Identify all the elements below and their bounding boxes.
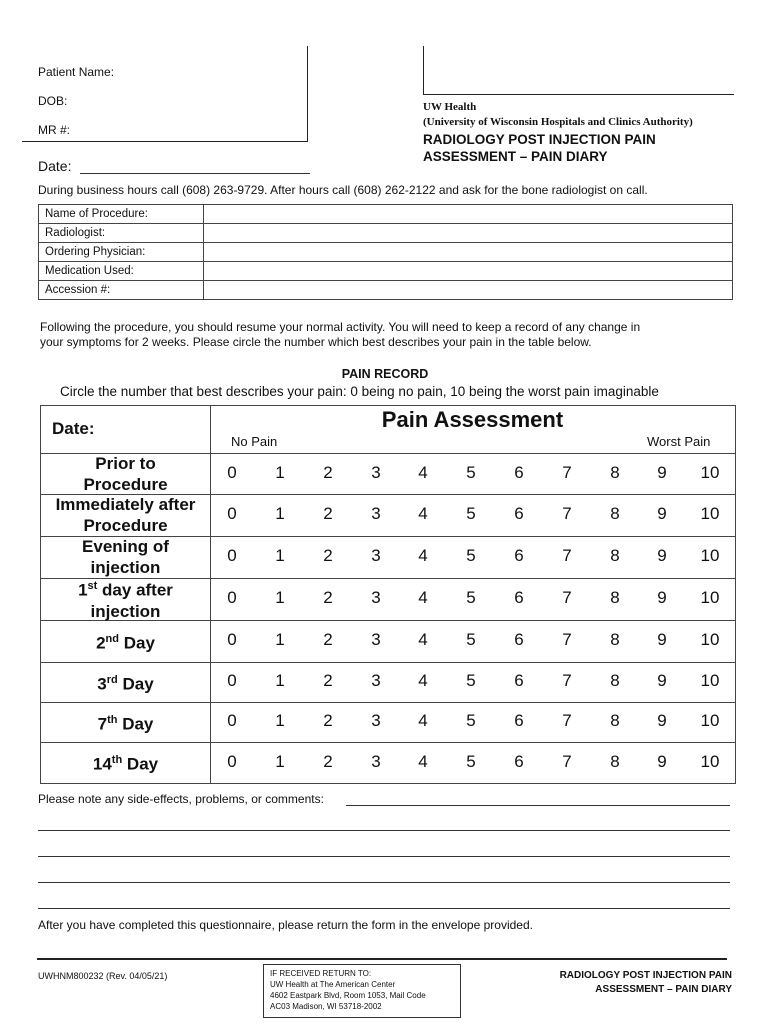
pain-score-option[interactable]: 7 <box>562 462 572 482</box>
pain-score-option[interactable]: 5 <box>466 671 476 690</box>
pain-score-option[interactable]: 5 <box>466 588 476 607</box>
pain-score-option[interactable]: 8 <box>610 711 620 730</box>
pain-score-option[interactable]: 6 <box>514 711 524 730</box>
comments-label: Please note any side-effects, problems, or comments: <box>38 792 324 806</box>
pain-score-option[interactable]: 2 <box>323 711 333 730</box>
footer-title-line2: ASSESSMENT – PAIN DIARY <box>595 984 732 995</box>
info-label: Radiologist: <box>39 224 204 243</box>
pain-score-option[interactable]: 4 <box>418 751 428 771</box>
pain-score-option[interactable]: 2 <box>323 588 333 607</box>
pain-row-label: 1st day after injection <box>78 580 173 621</box>
comments-field-line[interactable] <box>38 818 730 831</box>
return-address-line: IF RECEIVED RETURN TO: <box>270 969 372 978</box>
comments-field-line[interactable] <box>38 896 730 909</box>
pain-score-option[interactable]: 7 <box>562 504 572 523</box>
info-label: Name of Procedure: <box>39 205 204 224</box>
pain-score-option[interactable]: 8 <box>610 751 620 771</box>
pain-score-option[interactable]: 2 <box>323 671 333 690</box>
pain-row-label: 3rd Day <box>97 673 154 694</box>
pain-score-option[interactable]: 9 <box>657 751 667 771</box>
pain-score-option[interactable]: 5 <box>466 711 476 730</box>
return-note: After you have completed this questionnaire, please return the form in the envelope provided. <box>38 918 533 932</box>
info-label: Medication Used: <box>39 262 204 281</box>
pain-score-option[interactable]: 10 <box>700 751 720 771</box>
pain-score-option[interactable]: 3 <box>371 462 381 482</box>
pain-score-option[interactable]: 2 <box>323 630 333 649</box>
mr-label: MR #: <box>38 123 71 137</box>
table-row <box>39 224 733 243</box>
pain-score-option[interactable]: 3 <box>371 630 381 649</box>
info-label: Ordering Physician: <box>39 243 204 262</box>
pain-score-option[interactable]: 10 <box>700 462 720 482</box>
table-row <box>39 243 733 262</box>
pain-score-option[interactable]: 6 <box>514 630 524 649</box>
pain-score-option[interactable]: 3 <box>371 711 381 730</box>
pain-score-option[interactable]: 9 <box>657 630 667 649</box>
pain-score-option[interactable]: 9 <box>657 462 667 482</box>
pain-score-option[interactable]: 7 <box>562 630 572 649</box>
pain-score-option[interactable]: 7 <box>562 711 572 730</box>
pain-row-label: Evening of injection <box>82 537 169 577</box>
pain-score-option[interactable]: 7 <box>562 671 572 690</box>
pain-score-option[interactable]: 1 <box>275 504 285 523</box>
pain-score-option[interactable]: 1 <box>275 671 285 690</box>
pain-score-option[interactable]: 0 <box>227 671 237 690</box>
pain-score-option[interactable]: 6 <box>514 588 524 607</box>
info-value-field[interactable] <box>204 281 733 300</box>
pain-score-option[interactable]: 4 <box>418 504 428 523</box>
return-address-line: UW Health at The American Center <box>270 980 396 989</box>
pain-score-option[interactable]: 4 <box>418 630 428 649</box>
call-instructions: During business hours call (608) 263-9729. After hours call (608) 262-2122 and ask for the bone radiologist on call. <box>38 183 648 197</box>
table-row <box>39 205 733 224</box>
form-title-line2: ASSESSMENT – PAIN DIARY <box>423 149 608 164</box>
pain-score-option[interactable]: 8 <box>610 462 620 482</box>
pain-score-option[interactable]: 1 <box>275 630 285 649</box>
pain-score-option[interactable]: 3 <box>371 588 381 607</box>
worst-pain-anchor: Worst Pain <box>647 434 711 449</box>
info-label: Accession #: <box>39 281 204 300</box>
return-address-line: 4602 Eastpark Blvd, Room 1053, Mail Code <box>270 991 426 1000</box>
pain-score-option[interactable]: 5 <box>466 751 476 771</box>
return-address-box <box>263 964 461 1018</box>
pain-assessment-title: Pain Assessment <box>381 407 564 432</box>
pain-score-option[interactable]: 2 <box>323 751 333 771</box>
pain-score-option[interactable]: 8 <box>610 671 620 690</box>
pain-score-option[interactable]: 0 <box>227 711 237 730</box>
pain-score-option[interactable]: 0 <box>227 546 237 565</box>
pain-score-option[interactable]: 9 <box>657 711 667 730</box>
pain-row-label: 2nd Day <box>96 632 155 653</box>
pain-score-option[interactable]: 0 <box>227 462 237 482</box>
pain-record-subheading: Circle the number that best describes your pain: 0 being no pain, 10 being the worst pain imaginable <box>60 384 659 399</box>
org-full-name: (University of Wisconsin Hospitals and Clinics Authority) <box>423 116 693 128</box>
dob-label: DOB: <box>38 94 68 108</box>
pain-score-option[interactable]: 0 <box>227 630 237 649</box>
pain-score-option[interactable]: 5 <box>466 504 476 523</box>
pain-score-option[interactable]: 9 <box>657 588 667 607</box>
comments-field-line[interactable] <box>38 844 730 857</box>
followup-instructions-2: your symptoms for 2 weeks. Please circle the number which best describes your pain in the table below. <box>40 335 592 349</box>
pain-score-option[interactable]: 10 <box>700 711 720 730</box>
pain-score-option[interactable]: 8 <box>610 504 620 523</box>
pain-score-option[interactable]: 10 <box>700 630 720 649</box>
pain-row-label: 14th Day <box>92 754 159 774</box>
pain-score-option[interactable]: 4 <box>418 546 428 565</box>
pain-score-option[interactable]: 3 <box>371 546 381 565</box>
pain-score-option[interactable]: 10 <box>700 671 720 690</box>
pain-score-option[interactable]: 6 <box>514 462 524 482</box>
grid-divider <box>210 406 211 783</box>
pain-score-option[interactable]: 9 <box>657 671 667 690</box>
form-title-line1: RADIOLOGY POST INJECTION PAIN <box>423 132 656 147</box>
pain-score-option[interactable]: 1 <box>275 711 285 730</box>
pain-score-option[interactable]: 1 <box>275 751 285 771</box>
pain-score-option[interactable]: 8 <box>610 630 620 649</box>
info-value-field[interactable] <box>204 205 733 224</box>
pain-score-option[interactable]: 10 <box>700 504 720 523</box>
pain-score-option[interactable]: 5 <box>466 630 476 649</box>
pain-score-option[interactable]: 0 <box>227 588 237 607</box>
form-id: UWHNM800232 (Rev. 04/05/21) <box>38 971 168 981</box>
pain-score-option[interactable]: 2 <box>323 504 333 523</box>
pain-score-option[interactable]: 7 <box>562 546 572 565</box>
org-name: UW Health <box>423 101 477 113</box>
pain-score-option[interactable]: 4 <box>418 462 428 482</box>
pain-score-option[interactable]: 8 <box>610 588 620 607</box>
table-row <box>39 281 733 300</box>
info-value-field[interactable] <box>204 243 733 262</box>
pain-score-option[interactable]: 4 <box>418 588 428 607</box>
table-row <box>39 262 733 281</box>
pain-score-option[interactable]: 3 <box>371 751 381 771</box>
no-pain-anchor: No Pain <box>231 434 278 449</box>
comments-field-line[interactable] <box>38 870 730 883</box>
patient-info-box <box>22 46 308 142</box>
pain-score-option[interactable]: 5 <box>466 546 476 565</box>
patient-name-label: Patient Name: <box>38 65 115 79</box>
comments-field-line[interactable] <box>346 793 730 806</box>
pain-score-option[interactable]: 0 <box>227 504 237 523</box>
pain-score-option[interactable]: 6 <box>514 546 524 565</box>
header-corner-rule <box>423 46 734 95</box>
pain-score-option[interactable]: 8 <box>610 546 620 565</box>
pain-score-option[interactable]: 6 <box>514 671 524 690</box>
pain-score-option[interactable]: 5 <box>466 462 476 482</box>
pain-score-option[interactable]: 4 <box>418 671 428 690</box>
pain-score-option[interactable]: 6 <box>514 504 524 523</box>
pain-score-option[interactable]: 0 <box>227 751 237 771</box>
pain-score-option[interactable]: 2 <box>323 462 333 482</box>
pain-row-label: Immediately after Procedure <box>55 495 196 535</box>
pain-score-option[interactable]: 6 <box>514 751 524 771</box>
info-value-field[interactable] <box>204 224 733 243</box>
pain-score-option[interactable]: 9 <box>657 504 667 523</box>
date-label: Date: <box>38 158 72 174</box>
pain-score-option[interactable]: 1 <box>275 546 285 565</box>
info-value-field[interactable] <box>204 262 733 281</box>
pain-row-label: 7th Day <box>97 713 154 734</box>
pain-score-option[interactable]: 10 <box>700 588 720 607</box>
pain-score-option[interactable]: 1 <box>275 462 285 482</box>
pain-score-option[interactable]: 4 <box>418 711 428 730</box>
pain-assessment-grid <box>40 405 736 784</box>
footer-title-line1: RADIOLOGY POST INJECTION PAIN <box>559 970 732 981</box>
pain-score-option[interactable]: 10 <box>700 546 720 565</box>
pain-row-label: Prior to Procedure <box>83 453 168 494</box>
footer-rule <box>37 958 727 960</box>
pain-score-option[interactable]: 9 <box>657 546 667 565</box>
date-field[interactable] <box>80 158 310 174</box>
pain-record-heading: PAIN RECORD <box>341 367 429 381</box>
pain-score-option[interactable]: 1 <box>275 588 285 607</box>
pain-score-option[interactable]: 7 <box>562 751 572 771</box>
procedure-info-table <box>38 204 733 300</box>
grid-date-label: Date: <box>52 419 95 438</box>
pain-score-option[interactable]: 2 <box>323 546 333 565</box>
return-address-line: AC03 Madison, WI 53718-2002 <box>270 1002 382 1011</box>
pain-score-option[interactable]: 7 <box>562 588 572 607</box>
followup-instructions-1: Following the procedure, you should resume your normal activity. You will need to keep a record of any change in <box>40 320 641 334</box>
pain-score-option[interactable]: 3 <box>371 504 381 523</box>
pain-score-option[interactable]: 3 <box>371 671 381 690</box>
